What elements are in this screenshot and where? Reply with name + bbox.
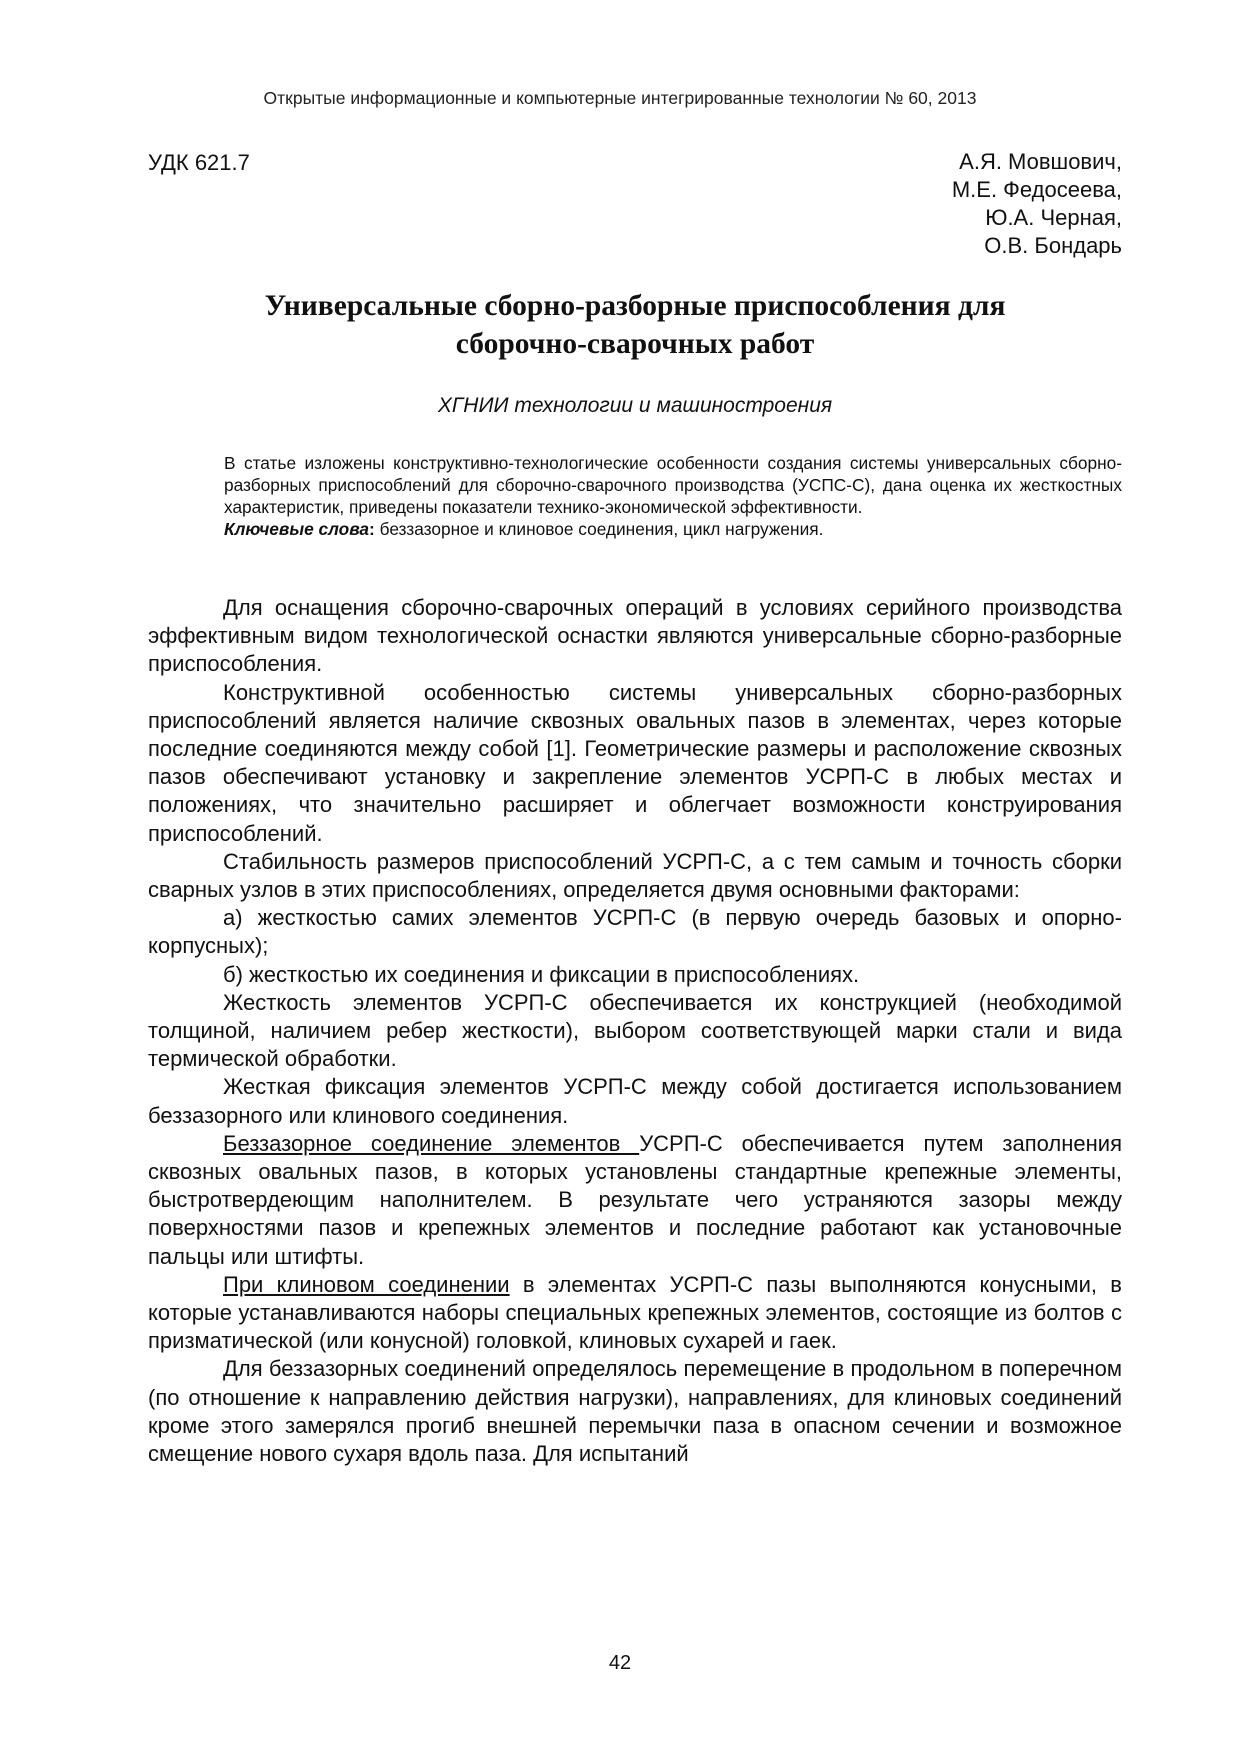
author-list — [952, 148, 1122, 260]
paragraph: Для беззазорных соединений определялось перемещение в продольном в поперечном (по отношение к направлению действия нагрузки), направлениях, для клиновых соединений кроме этого замерялся прогиб внешней перемычки паза в опасном сечении и возможное смещение нового сухаря вдоль паза. Для испытаний — [148, 1356, 1122, 1467]
affiliation: ХГНИИ технологии и машиностроения — [437, 394, 833, 417]
underlined-term: Беззазорное соединение элементов — [223, 1130, 640, 1156]
paragraph: Стабильность размеров приспособлений УСРП-С, а с тем самым и точность сборки сварных узлов в этих приспособлениях, определяется двумя основными факторами: — [148, 848, 1122, 903]
paragraph: Конструктивной особенностью системы универсальных сборно-разборных приспособлений является наличие сквозных овальных пазов в элементах, через которые последние соединяются между собой [1]. Геометрические размеры и расположение сквозных пазов обеспечивают установку и закрепление элементов УСРП-С в любых местах и положениях, что значительно расширяет и облегчает возможности конструирования приспособлений. — [148, 679, 1122, 846]
abstract-text: В статье изложены конструктивно-технологические особенности создания системы универсальных сборно-разборных приспособлений для сборочно-сварочного производства (УСПС-С), дана оценка их жесткостных характеристик, приведены показатели технико-экономической эффективности. — [224, 453, 1122, 517]
udk-code: УДК 621.7 — [148, 150, 250, 175]
author-name: Ю.А. Черная, — [985, 205, 1122, 230]
keywords-text: беззазорное и клиновое соединения, цикл нагружения. — [374, 519, 824, 539]
author-name: О.В. Бондарь — [984, 233, 1122, 258]
underlined-term: При клиновом соединении — [223, 1271, 510, 1297]
paragraph-text: в элементах УСРП-С пазы выполняются конусными, в которые устанавливаются наборы специальных крепежных элементов, состоящие из болтов с призматической (или конусной) головкой, клиновых сухарей и гаек. — [148, 1271, 1122, 1354]
keywords — [224, 518, 1122, 540]
title-line: Универсальные сборно-разборные приспособления для — [264, 290, 1006, 322]
paragraph: а) жесткостью самих элементов УСРП-С (в первую очередь базовых и опорно-корпусных); — [148, 905, 1122, 959]
author-name: А.Я. Мовшович, — [959, 149, 1122, 174]
keywords-colon: : — [369, 519, 375, 539]
paragraph — [148, 1271, 1122, 1356]
paragraph: б) жесткостью их соединения и фиксации в приспособлениях. — [223, 961, 860, 987]
paragraph — [148, 1130, 1122, 1271]
paragraph: Для оснащения сборочно-сварочных операций в условиях серийного производства эффективным видом технологической оснастки являются универсальные сборно-разборные приспособления. — [148, 595, 1122, 677]
paragraph-text: УСРП-С обеспечивается путем заполнения сквозных овальных пазов, в которых установлены стандартные крепежные элементы, быстротвердеющим наполнителем. В результате чего устраняются зазоры между поверхностями пазов и крепежных элементов и последние работают как установочные пальцы или штифты. — [148, 1130, 1122, 1269]
paragraph: Жесткая фиксация элементов УСРП-С между собой достигается использованием беззазорного или клинового соединения. — [148, 1074, 1122, 1128]
article-title — [148, 287, 1122, 363]
article-body — [148, 594, 1122, 1468]
running-header: Открытые информационные и компьютерные интегрированные технологии № 60, 2013 — [263, 88, 977, 108]
keywords-label: Ключевые слова — [224, 519, 370, 539]
paragraph: Жесткость элементов УСРП-С обеспечивается их конструкцией (необходимой толщиной, наличием ребер жесткости), выбором соответствующей марки стали и вида термической обработки. — [148, 989, 1122, 1072]
page-number: 42 — [608, 1652, 632, 1674]
title-line: сборочно-сварочных работ — [455, 328, 815, 360]
author-name: М.Е. Федосеева, — [951, 177, 1122, 202]
abstract — [224, 452, 1122, 540]
